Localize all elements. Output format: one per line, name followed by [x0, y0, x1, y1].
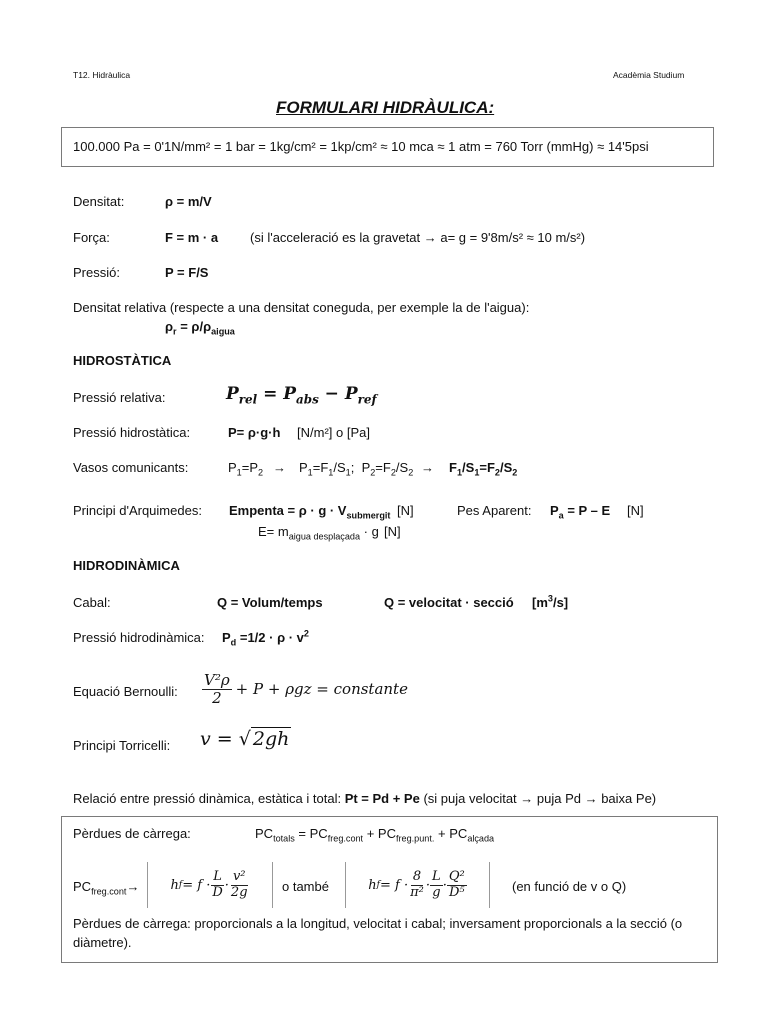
pressio-hidrostatica-formula: P= ρ·g·h	[228, 425, 281, 440]
pes-aparent-units: [N]	[627, 503, 644, 518]
en-funcio: (en funció de v o Q)	[512, 879, 627, 894]
pressio-formula: P = F/S	[165, 265, 209, 280]
pc-freg-label: $PC_{freg.cont}\to$	[73, 879, 140, 897]
pes-aparent-formula: $P_a = P - E$	[550, 503, 611, 521]
densitat-formula: ρ = m/V	[165, 194, 212, 209]
vasos-arrow-1: →	[273, 460, 286, 475]
arquimedes-label: Principi d'Arquimedes:	[73, 503, 202, 518]
pressio-hidrostatica-label: Pressió hidrostàtica:	[73, 425, 191, 440]
pressio-relativa-label: Pressió relativa:	[73, 390, 166, 405]
bernoulli-label: Equació Bernoulli:	[73, 684, 178, 699]
cabal-formula-1: Q = Volum/temps	[217, 595, 323, 610]
pressio-hidrodinamica-label: Pressió hidrodinàmica:	[73, 630, 205, 645]
cabal-units: $[m^3/s]$	[532, 593, 569, 610]
hidrostatica-heading: HIDROSTÀTICA	[73, 353, 172, 368]
forca-label: Força:	[73, 230, 110, 245]
conversion-text: 100.000 Pa = 0'1N/mm² = 1 bar = 1kg/cm² = 1kp/cm² ≈ 10 mca ≈ 1 atm = 760 Torr (mmHg) ≈ 14'5psi	[73, 139, 649, 154]
torricelli-formula: v = √ 2gh	[200, 728, 290, 750]
o-tambe: o també	[282, 879, 329, 894]
pressio-hidrodinamica-formula: $P_d =1/2 \cdot \rho \cdot v^2$	[222, 628, 309, 648]
friction-formula-flow: h f = f · $\frac{8}{\text{π²}}$ · $\frac{L}{g}$ · $\frac{\text{Q²}}{\text{D⁵}}$	[345, 862, 490, 908]
vasos-formula-2: $P_1=F_1/S_1$; $P_2=F_2/S_2$	[299, 460, 414, 478]
header-left: T12. Hidràulica	[73, 70, 131, 80]
hidrodinamica-heading: HIDRODINÀMICA	[73, 558, 180, 573]
bernoulli-formula: $\frac{\text{V²ρ}}{2}$ + P + ρgz = constante	[204, 671, 408, 707]
vasos-formula-1: $P_1=P_2$	[228, 460, 264, 478]
page-title: FORMULARI HIDRÀULICA:	[276, 98, 495, 117]
perdues-label: Pèrdues de càrrega:	[73, 826, 191, 841]
densitat-relativa-text: Densitat relativa (respecte a una densitat coneguda, per exemple la de l'aigua):	[73, 300, 530, 315]
pressio-relativa-formula: $P_{rel} = P_{abs} - P_{ref}$	[226, 384, 377, 407]
pes-aparent-label: Pes Aparent:	[457, 503, 532, 518]
cabal-formula-2: Q = velocitat · secció	[384, 595, 514, 610]
bernoulli-fraction: $\frac{\text{V²ρ}}{2}$	[204, 671, 230, 707]
perdues-total-formula: $PC_{totals} = PC_{freg.cont} + PC_{freg.punt.} + PC_{alçada}$	[255, 826, 495, 844]
vasos-arrow-2: →	[421, 460, 434, 475]
forca-note: (si l'acceleració es la gravetat → a= g = 9'8m/s² ≈ 10 m/s²)	[250, 230, 586, 245]
perdues-description: Pèrdues de càrrega: proporcionals a la longitud, velocitat i cabal; inversament proporcionals a la secció (o diàmetre).	[73, 916, 683, 950]
header-right: Acadèmia Studium	[613, 70, 685, 80]
cabal-label: Cabal:	[73, 595, 111, 610]
friction-formula-velocity: h f = f · $\frac{L}{D}$ · $\frac{\text{v²}}{2g}$	[147, 862, 273, 908]
vasos-formula-3: $F_1/S_1=F_2/S_2$	[449, 460, 518, 478]
densitat-label: Densitat:	[73, 194, 125, 209]
arquimedes-units: [N]	[397, 503, 414, 518]
vasos-label: Vasos comunicants:	[73, 460, 189, 475]
densitat-relativa-formula: $\rho_r = \rho/\rho_{aigua}$	[165, 319, 235, 337]
pressio-hidrostatica-units: [N/m²] o [Pa]	[297, 425, 370, 440]
torricelli-label: Principi Torricelli:	[73, 738, 171, 753]
pressio-label: Pressió:	[73, 265, 120, 280]
arquimedes-formula: Empenta = $\rho \cdot g \cdot V_{submergit}$	[229, 503, 391, 521]
empenta-e-units: [N]	[384, 524, 401, 539]
forca-formula: F = m · a	[165, 230, 219, 245]
empenta-e-formula: $E= m_{aigua desplaçada} \cdot g$	[258, 524, 379, 542]
relacio-text: Relació entre pressió dinàmica, estàtica i total: Pt = Pd + Pe (si puja velocitat → puja Pd → baixa Pe)	[73, 791, 657, 806]
